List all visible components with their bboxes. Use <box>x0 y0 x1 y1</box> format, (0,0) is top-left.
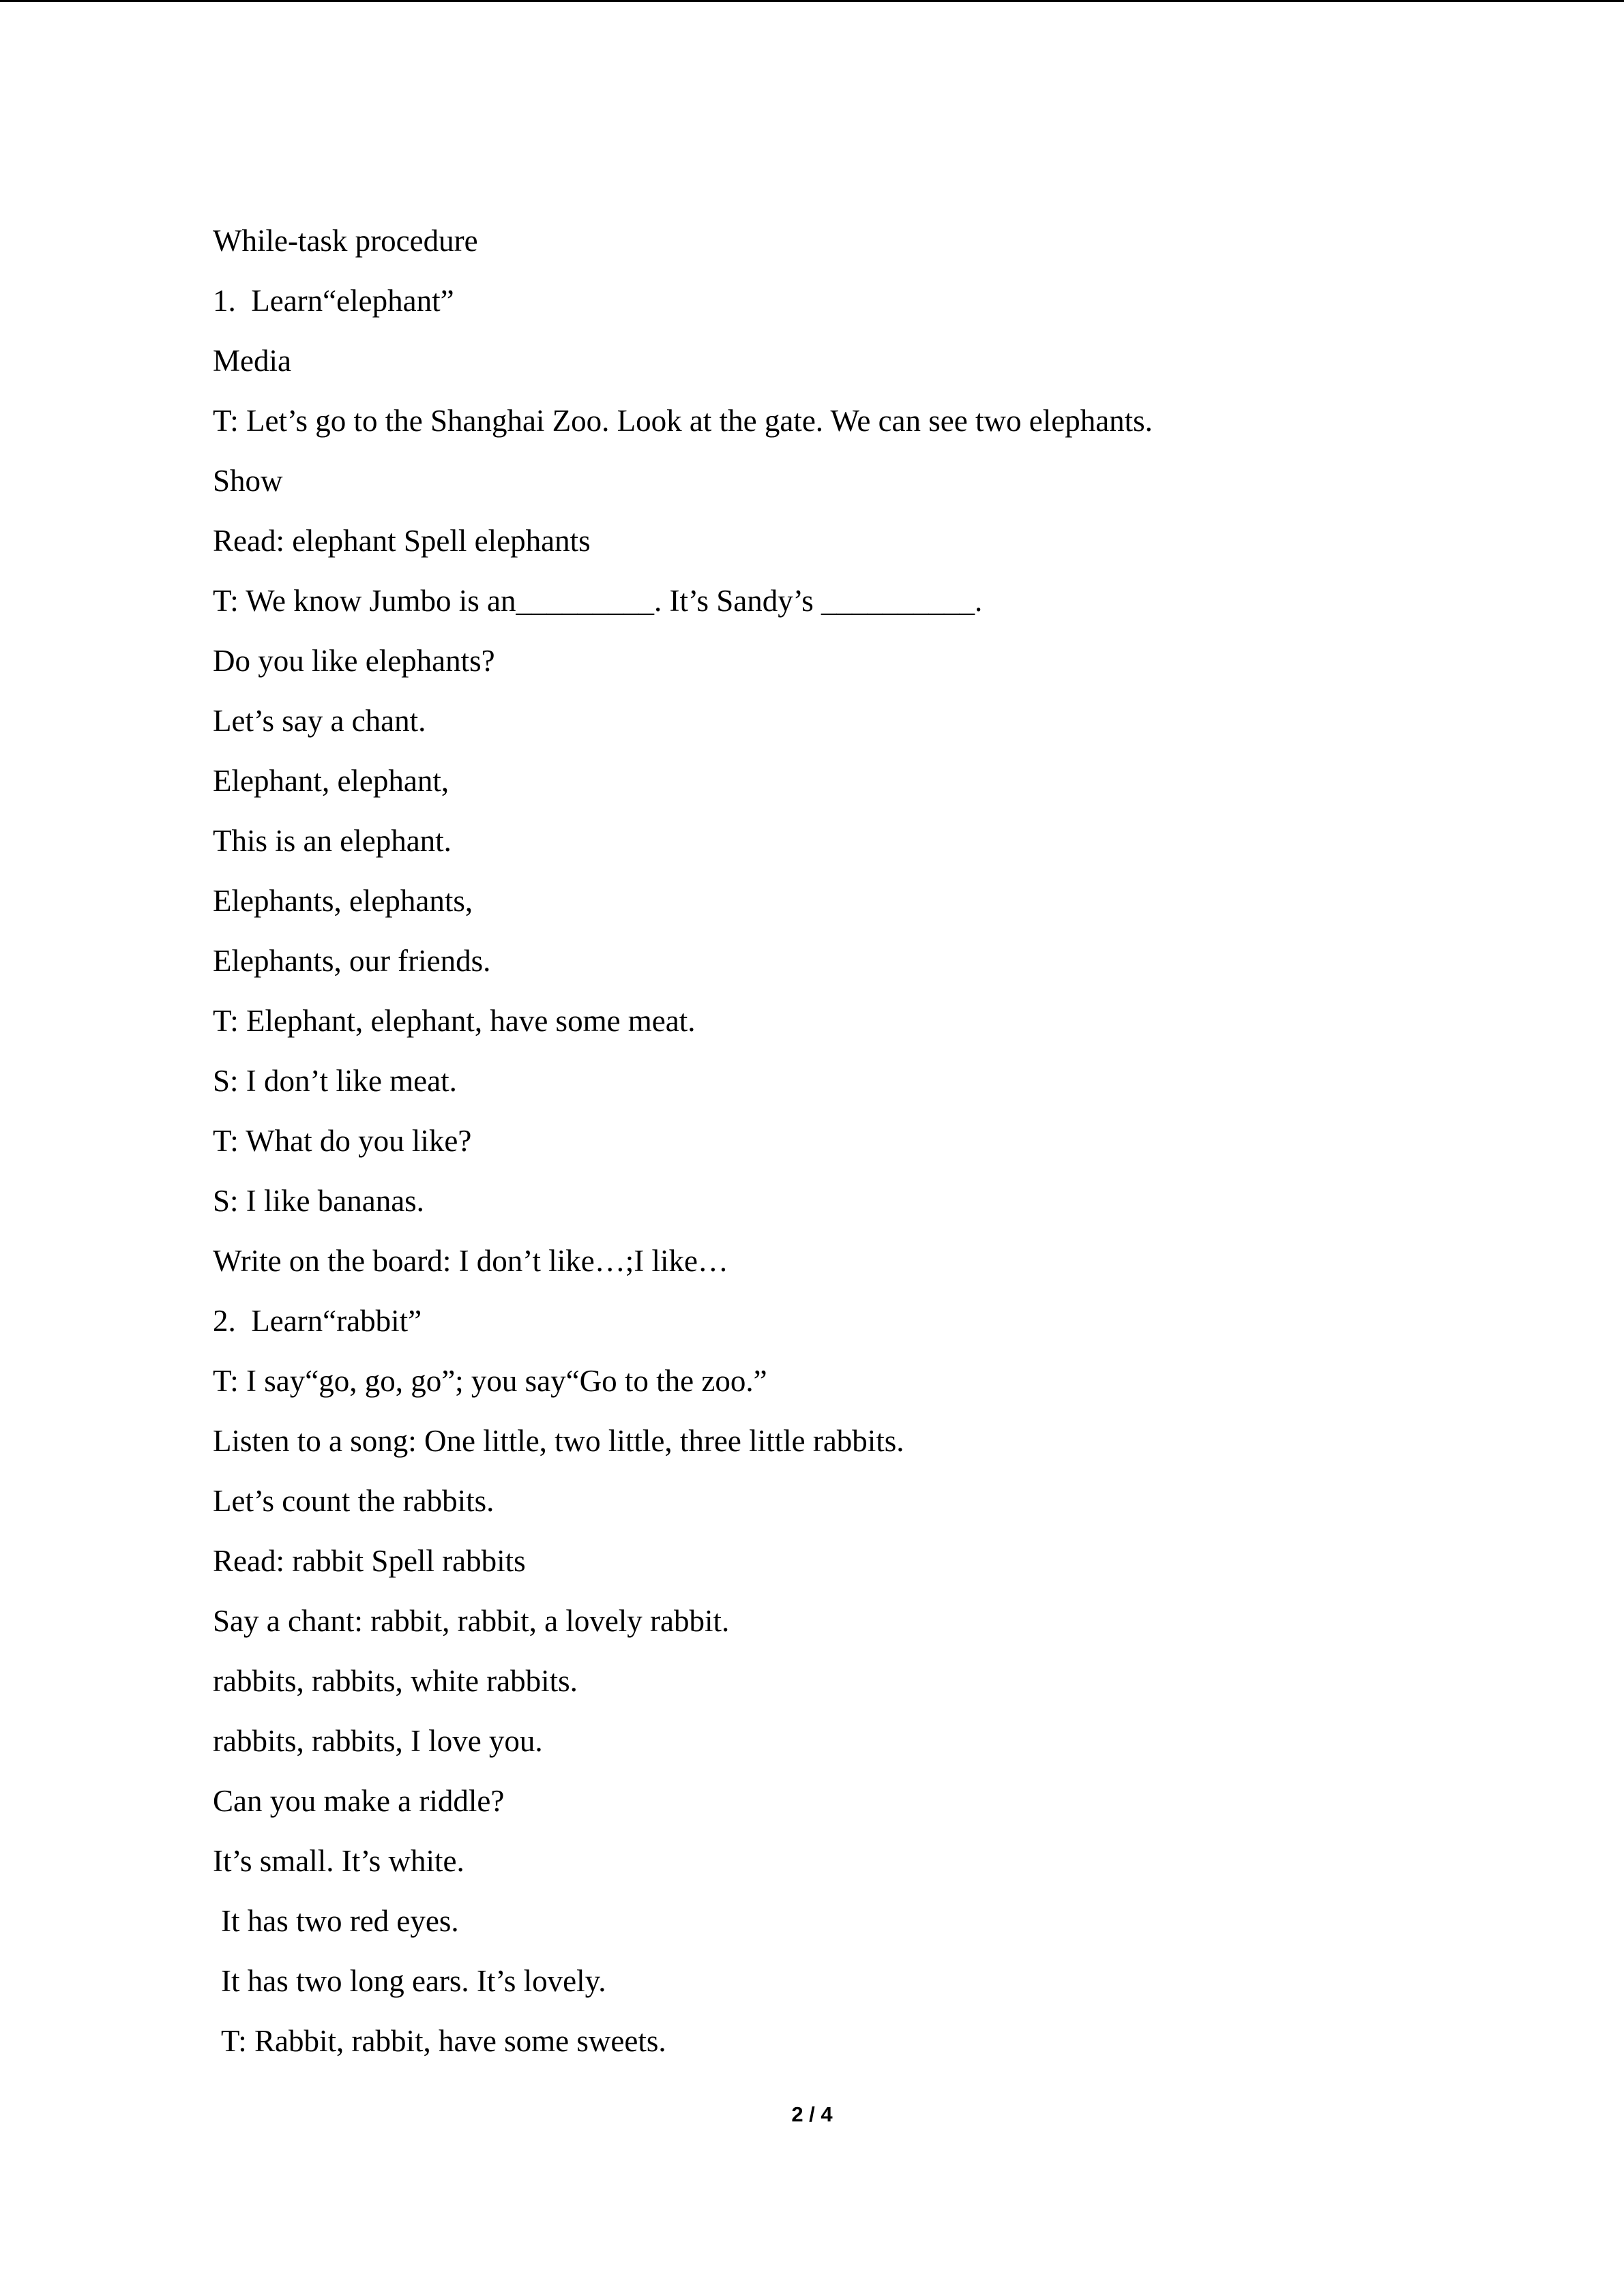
chant-line: This is an elephant. <box>213 824 452 858</box>
text-line: Listen to a song: One little, two little, three little rabbits. <box>213 1424 904 1458</box>
dialogue-line: T: Elephant, elephant, have some meat. <box>213 1004 696 1038</box>
text-line: Write on the board: I don’t like…;I like… <box>213 1244 728 1278</box>
riddle-line: It has two red eyes. <box>221 1904 459 1938</box>
chant-line: Say a chant: rabbit, rabbit, a lovely rabbit. <box>213 1604 730 1638</box>
dialogue-line: T: What do you like? <box>213 1124 472 1158</box>
chant-line: Elephant, elephant, <box>213 764 449 798</box>
dialogue-line: T: Rabbit, rabbit, have some sweets. <box>221 2024 666 2058</box>
riddle-line: It has two long ears. It’s lovely. <box>221 1964 606 1998</box>
text-line: Media <box>213 344 291 378</box>
step-heading: 2. Learn“rabbit” <box>213 1304 422 1338</box>
text-line: Read: rabbit Spell rabbits <box>213 1544 526 1578</box>
text-line: T: Let’s go to the Shanghai Zoo. Look at the gate. We can see two elephants. <box>213 404 1153 438</box>
text-line: T: We know Jumbo is an_________. It’s Sandy’s __________. <box>213 584 983 618</box>
chant-line: rabbits, rabbits, I love you. <box>213 1724 543 1758</box>
dialogue-line: S: I like bananas. <box>213 1184 424 1218</box>
chant-line: rabbits, rabbits, white rabbits. <box>213 1664 578 1698</box>
text-line: Let’s say a chant. <box>213 704 426 738</box>
text-line: Let’s count the rabbits. <box>213 1484 494 1518</box>
text-line: Do you like elephants? <box>213 644 495 678</box>
step-heading: 1. Learn“elephant” <box>213 284 454 318</box>
document-body <box>213 211 1413 2071</box>
riddle-line: It’s small. It’s white. <box>213 1844 464 1878</box>
chant-line: Elephants, elephants, <box>213 884 473 918</box>
dialogue-line: S: I don’t like meat. <box>213 1064 457 1098</box>
chant-line: Elephants, our friends. <box>213 944 491 978</box>
section-heading: While-task procedure <box>213 224 478 258</box>
page-number: 2 / 4 <box>791 2102 833 2126</box>
text-line: Show <box>213 464 283 498</box>
text-line: Can you make a riddle? <box>213 1784 505 1818</box>
dialogue-line: T: I say“go, go, go”; you say“Go to the zoo.” <box>213 1364 767 1398</box>
text-line: Read: elephant Spell elephants <box>213 524 591 558</box>
